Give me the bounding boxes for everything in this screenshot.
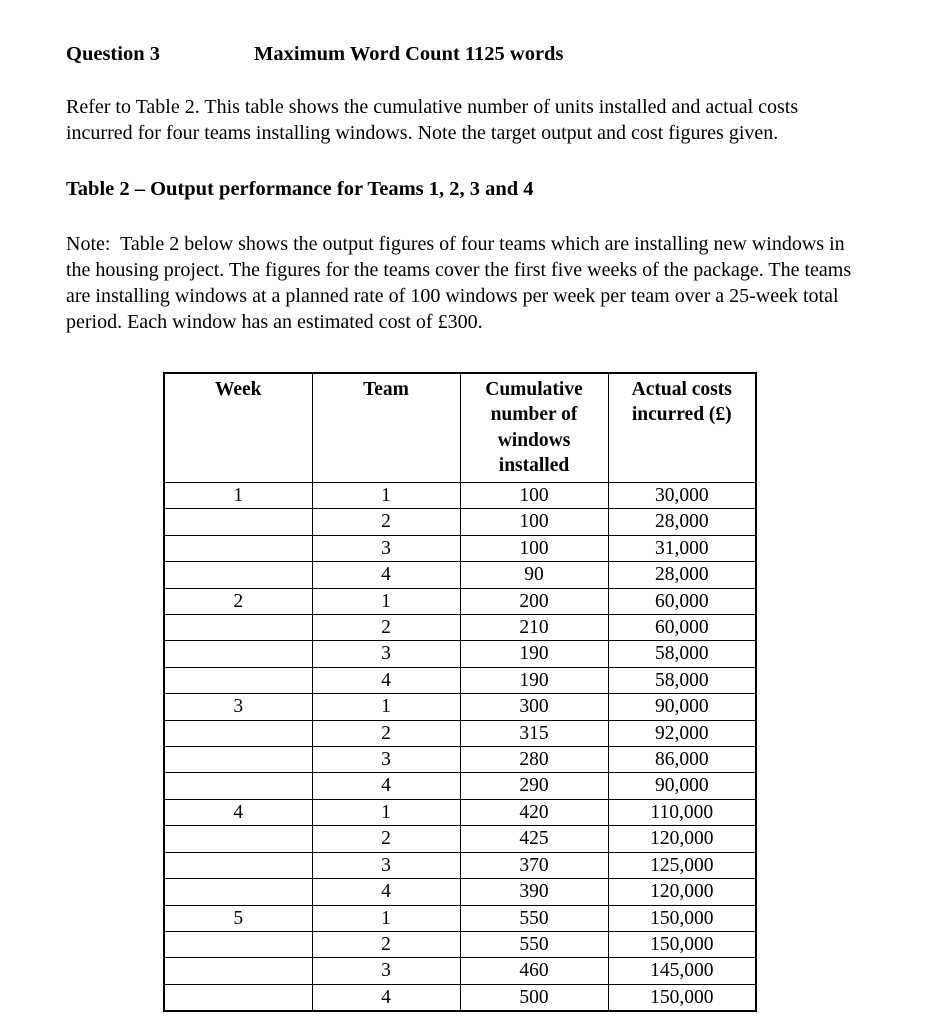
table-row xyxy=(164,588,756,614)
table-row xyxy=(164,958,756,984)
cell-actual-cost: 145,000 xyxy=(608,958,756,984)
cell-team: 1 xyxy=(312,588,460,614)
note-paragraph: Note: Table 2 below shows the output figures of four teams which are installing new windows in the housing project. The figures for the teams cover the first five weeks of the package. The teams are installing windows at a planned rate of 100 windows per week per team over a 25-week total period. Each window has an estimated cost of £300. xyxy=(66,232,857,333)
cell-team: 3 xyxy=(312,641,460,667)
cell-actual-cost: 31,000 xyxy=(608,535,756,561)
cell-cumulative-windows: 280 xyxy=(460,747,608,773)
table-row xyxy=(164,905,756,931)
table-row xyxy=(164,694,756,720)
column-header-week: Week xyxy=(164,373,312,483)
cell-week: 3 xyxy=(164,694,312,720)
cell-week xyxy=(164,562,312,588)
cell-team: 1 xyxy=(312,694,460,720)
cell-week: 1 xyxy=(164,483,312,509)
cell-actual-cost: 150,000 xyxy=(608,905,756,931)
cell-cumulative-windows: 290 xyxy=(460,773,608,799)
table-row xyxy=(164,826,756,852)
cell-cumulative-windows: 315 xyxy=(460,720,608,746)
output-performance-table-wrapper xyxy=(163,372,755,1012)
cell-team: 2 xyxy=(312,826,460,852)
cell-team: 2 xyxy=(312,931,460,957)
cell-week xyxy=(164,773,312,799)
cell-cumulative-windows: 390 xyxy=(460,879,608,905)
cell-actual-cost: 110,000 xyxy=(608,799,756,825)
table-row xyxy=(164,535,756,561)
cell-week xyxy=(164,615,312,641)
cell-cumulative-windows: 210 xyxy=(460,615,608,641)
cell-cumulative-windows: 100 xyxy=(460,535,608,561)
table-row xyxy=(164,852,756,878)
column-header-cumulative-windows: Cumulative number of windows installed xyxy=(460,373,608,483)
table-header xyxy=(164,373,756,483)
cell-actual-cost: 58,000 xyxy=(608,667,756,693)
table-row xyxy=(164,641,756,667)
table-row xyxy=(164,931,756,957)
table-row xyxy=(164,799,756,825)
cell-team: 2 xyxy=(312,720,460,746)
cell-week: 4 xyxy=(164,799,312,825)
cell-team: 4 xyxy=(312,879,460,905)
output-performance-table xyxy=(163,372,757,1012)
cell-team: 1 xyxy=(312,905,460,931)
cell-team: 4 xyxy=(312,773,460,799)
cell-cumulative-windows: 420 xyxy=(460,799,608,825)
cell-actual-cost: 28,000 xyxy=(608,509,756,535)
cell-actual-cost: 92,000 xyxy=(608,720,756,746)
cell-cumulative-windows: 300 xyxy=(460,694,608,720)
question-heading xyxy=(66,42,876,67)
cell-actual-cost: 150,000 xyxy=(608,931,756,957)
cell-week xyxy=(164,852,312,878)
cell-team: 3 xyxy=(312,535,460,561)
document-content xyxy=(66,42,876,335)
cell-week xyxy=(164,879,312,905)
table-header-row xyxy=(164,373,756,483)
table-row xyxy=(164,615,756,641)
cell-week xyxy=(164,667,312,693)
column-header-team: Team xyxy=(312,373,460,483)
cell-actual-cost: 150,000 xyxy=(608,984,756,1011)
cell-actual-cost: 60,000 xyxy=(608,615,756,641)
table-row xyxy=(164,509,756,535)
cell-team: 1 xyxy=(312,483,460,509)
cell-week xyxy=(164,931,312,957)
cell-actual-cost: 125,000 xyxy=(608,852,756,878)
cell-week xyxy=(164,509,312,535)
cell-cumulative-windows: 370 xyxy=(460,852,608,878)
cell-actual-cost: 90,000 xyxy=(608,773,756,799)
cell-cumulative-windows: 550 xyxy=(460,905,608,931)
cell-cumulative-windows: 425 xyxy=(460,826,608,852)
cell-cumulative-windows: 100 xyxy=(460,483,608,509)
cell-week xyxy=(164,720,312,746)
cell-actual-cost: 90,000 xyxy=(608,694,756,720)
table-row xyxy=(164,483,756,509)
cell-team: 4 xyxy=(312,984,460,1011)
table-caption: Table 2 – Output performance for Teams 1, 2, 3 and 4 xyxy=(66,178,534,200)
cell-week xyxy=(164,641,312,667)
cell-week: 2 xyxy=(164,588,312,614)
cell-team: 3 xyxy=(312,747,460,773)
cell-team: 2 xyxy=(312,615,460,641)
cell-actual-cost: 58,000 xyxy=(608,641,756,667)
word-count-label: Maximum Word Count 1125 words xyxy=(254,43,564,65)
cell-team: 2 xyxy=(312,509,460,535)
cell-team: 4 xyxy=(312,667,460,693)
table-row xyxy=(164,667,756,693)
table-row xyxy=(164,984,756,1011)
cell-cumulative-windows: 460 xyxy=(460,958,608,984)
question-number-label: Question 3 xyxy=(66,43,160,65)
cell-cumulative-windows: 190 xyxy=(460,641,608,667)
table-row xyxy=(164,879,756,905)
cell-actual-cost: 30,000 xyxy=(608,483,756,509)
cell-team: 4 xyxy=(312,562,460,588)
intro-paragraph: Refer to Table 2. This table shows the cumulative number of units installed and actual costs incurred for four teams installing windows. Note the target output and cost figures given. xyxy=(66,96,799,144)
cell-cumulative-windows: 500 xyxy=(460,984,608,1011)
cell-actual-cost: 60,000 xyxy=(608,588,756,614)
cell-week xyxy=(164,984,312,1011)
cell-week xyxy=(164,535,312,561)
cell-actual-cost: 120,000 xyxy=(608,826,756,852)
cell-cumulative-windows: 550 xyxy=(460,931,608,957)
table-body xyxy=(164,483,756,1012)
cell-cumulative-windows: 100 xyxy=(460,509,608,535)
table-row xyxy=(164,562,756,588)
table-row xyxy=(164,747,756,773)
cell-actual-cost: 120,000 xyxy=(608,879,756,905)
cell-cumulative-windows: 90 xyxy=(460,562,608,588)
cell-actual-cost: 86,000 xyxy=(608,747,756,773)
cell-week: 5 xyxy=(164,905,312,931)
cell-team: 3 xyxy=(312,852,460,878)
column-header-actual-costs: Actual costs incurred (£) xyxy=(608,373,756,483)
table-row xyxy=(164,720,756,746)
cell-week xyxy=(164,958,312,984)
cell-team: 3 xyxy=(312,958,460,984)
cell-cumulative-windows: 190 xyxy=(460,667,608,693)
cell-cumulative-windows: 200 xyxy=(460,588,608,614)
cell-week xyxy=(164,826,312,852)
cell-week xyxy=(164,747,312,773)
cell-actual-cost: 28,000 xyxy=(608,562,756,588)
cell-team: 1 xyxy=(312,799,460,825)
table-row xyxy=(164,773,756,799)
